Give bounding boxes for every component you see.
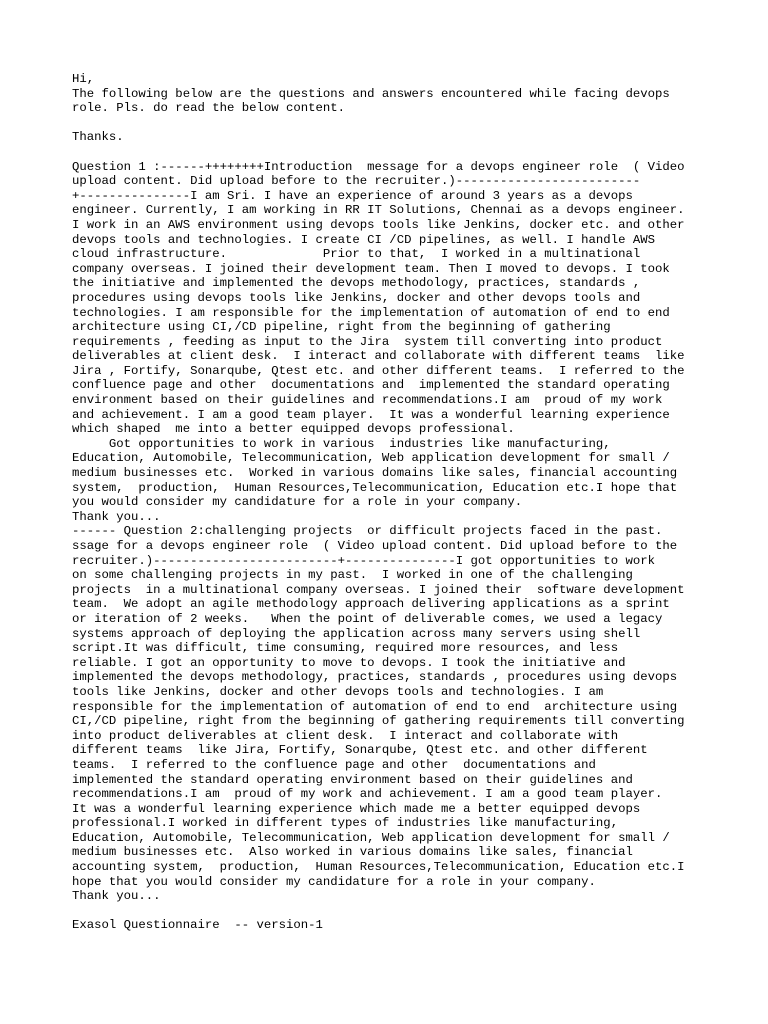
text-line: which shaped me into a better equipped devops professional. <box>72 422 515 437</box>
text-line: the initiative and implemented the devops methodology, practices, standards , <box>72 276 641 291</box>
text-line: on some challenging projects in my past. I worked in one of the challenging <box>72 568 633 583</box>
text-line: Got opportunities to work in various industries like manufacturing, <box>72 436 611 451</box>
text-line: upload content. Did upload before to the recruiter.)------------------------- <box>72 174 641 189</box>
text-line: team. We adopt an agile methodology approach delivering applications as a sprint <box>72 597 670 612</box>
text-line: I work in an AWS environment using devops tools like Jenkins, docker etc. and other <box>72 217 685 232</box>
text-line: ------ Question 2:challenging projects or difficult projects faced in the past. <box>72 524 663 539</box>
text-line: Thank you... <box>72 509 161 524</box>
blank-line <box>72 116 712 131</box>
text-line: technologies. I am responsible for the implementation of automation of end to end <box>72 305 670 320</box>
text-line: +---------------I am Sri. I have an experience of around 3 years as a devops <box>72 188 633 203</box>
text-line: or iteration of 2 weeks. When the point of deliverable comes, we used a legacy <box>72 611 663 626</box>
blank-line <box>72 145 712 160</box>
text-line: Education, Automobile, Telecommunication, Web application development for small / <box>72 451 670 466</box>
text-line: Thanks. <box>72 130 124 145</box>
text-line: systems approach of deploying the application across many servers using shell <box>72 626 641 641</box>
document-page <box>72 72 712 933</box>
text-line: cloud infrastructure. Prior to that, I worked in a multinational <box>72 247 641 262</box>
text-line: responsible for the implementation of automation of end to end architecture using <box>72 699 678 714</box>
text-line: requirements , feeding as input to the Jira system till converting into product <box>72 334 663 349</box>
text-line: Jira , Fortify, Sonarqube, Qtest etc. and other different teams. I referred to the <box>72 363 685 378</box>
text-line: medium businesses etc. Also worked in various domains like sales, financial <box>72 845 633 860</box>
text-line: Question 1 :------++++++++Introduction message for a devops engineer role ( Video <box>72 159 685 174</box>
text-line: role. Pls. do read the below content. <box>72 101 346 116</box>
text-line: Hi, <box>72 72 95 86</box>
text-line: engineer. Currently, I am working in RR IT Solutions, Chennai as a devops engineer. <box>72 203 685 218</box>
text-line: CI,/CD pipeline, right from the beginning of gathering requirements till converting <box>72 714 685 729</box>
text-line: confluence page and other documentations and implemented the standard operating <box>72 378 670 393</box>
text-line: teams. I referred to the confluence page and other documentations and <box>72 757 596 772</box>
text-line: Thank you... <box>72 889 161 904</box>
text-line: implemented the devops methodology, practices, standards , procedures using devops <box>72 670 678 685</box>
text-line: and achievement. I am a good team player. It was a wonderful learning experience <box>72 407 670 422</box>
text-line: professional.I worked in different types of industries like manufacturing, <box>72 816 619 831</box>
text-line: Education, Automobile, Telecommunication, Web application development for small / <box>72 830 670 845</box>
text-line: system, production, Human Resources,Telecommunication, Education etc.I hope that <box>72 480 678 495</box>
text-line: procedures using devops tools like Jenkins, docker and other devops tools and <box>72 290 641 305</box>
text-line: tools like Jenkins, docker and other devops tools and technologies. I am <box>72 684 604 699</box>
text-line: projects in a multinational company overseas. I joined their software development <box>72 582 685 597</box>
blank-line <box>72 904 712 919</box>
text-line: into product deliverables at client desk. I interact and collaborate with <box>72 728 619 743</box>
text-line: Exasol Questionnaire -- version-1 <box>72 918 323 933</box>
text-line: company overseas. I joined their development team. Then I moved to devops. I took <box>72 261 670 276</box>
text-line: medium businesses etc. Worked in various domains like sales, financial accounting <box>72 466 678 481</box>
text-line: devops tools and technologies. I create CI /CD pipelines, as well. I handle AWS <box>72 232 655 247</box>
text-line: recommendations.I am proud of my work and achievement. I am a good team player. <box>72 787 663 802</box>
text-line: different teams like Jira, Fortify, Sonarqube, Qtest etc. and other different <box>72 743 648 758</box>
text-line: architecture using CI,/CD pipeline, right from the beginning of gathering <box>72 320 611 335</box>
text-line: you would consider my candidature for a role in your company. <box>72 495 523 510</box>
text-line: script.It was difficult, time consuming, required more resources, and less <box>72 641 619 656</box>
text-line: ssage for a devops engineer role ( Video upload content. Did upload before to the <box>72 539 678 553</box>
text-line: environment based on their guidelines and recommendations.I am proud of my work <box>72 393 663 408</box>
text-line: recruiter.)-------------------------+---------------I got opportunities to work <box>72 553 655 568</box>
text-line: deliverables at client desk. I interact and collaborate with different teams like <box>72 349 685 364</box>
text-line: The following below are the questions and answers encountered while facing devops <box>72 86 670 101</box>
text-line: implemented the standard operating environment based on their guidelines and <box>72 772 633 787</box>
document-body <box>72 72 712 933</box>
text-line: hope that you would consider my candidature for a role in your company. <box>72 874 596 889</box>
text-line: reliable. I got an opportunity to move to devops. I took the initiative and <box>72 655 626 670</box>
text-line: accounting system, production, Human Resources,Telecommunication, Education etc.I <box>72 860 685 875</box>
text-line: It was a wonderful learning experience which made me a better equipped devops <box>72 801 641 816</box>
